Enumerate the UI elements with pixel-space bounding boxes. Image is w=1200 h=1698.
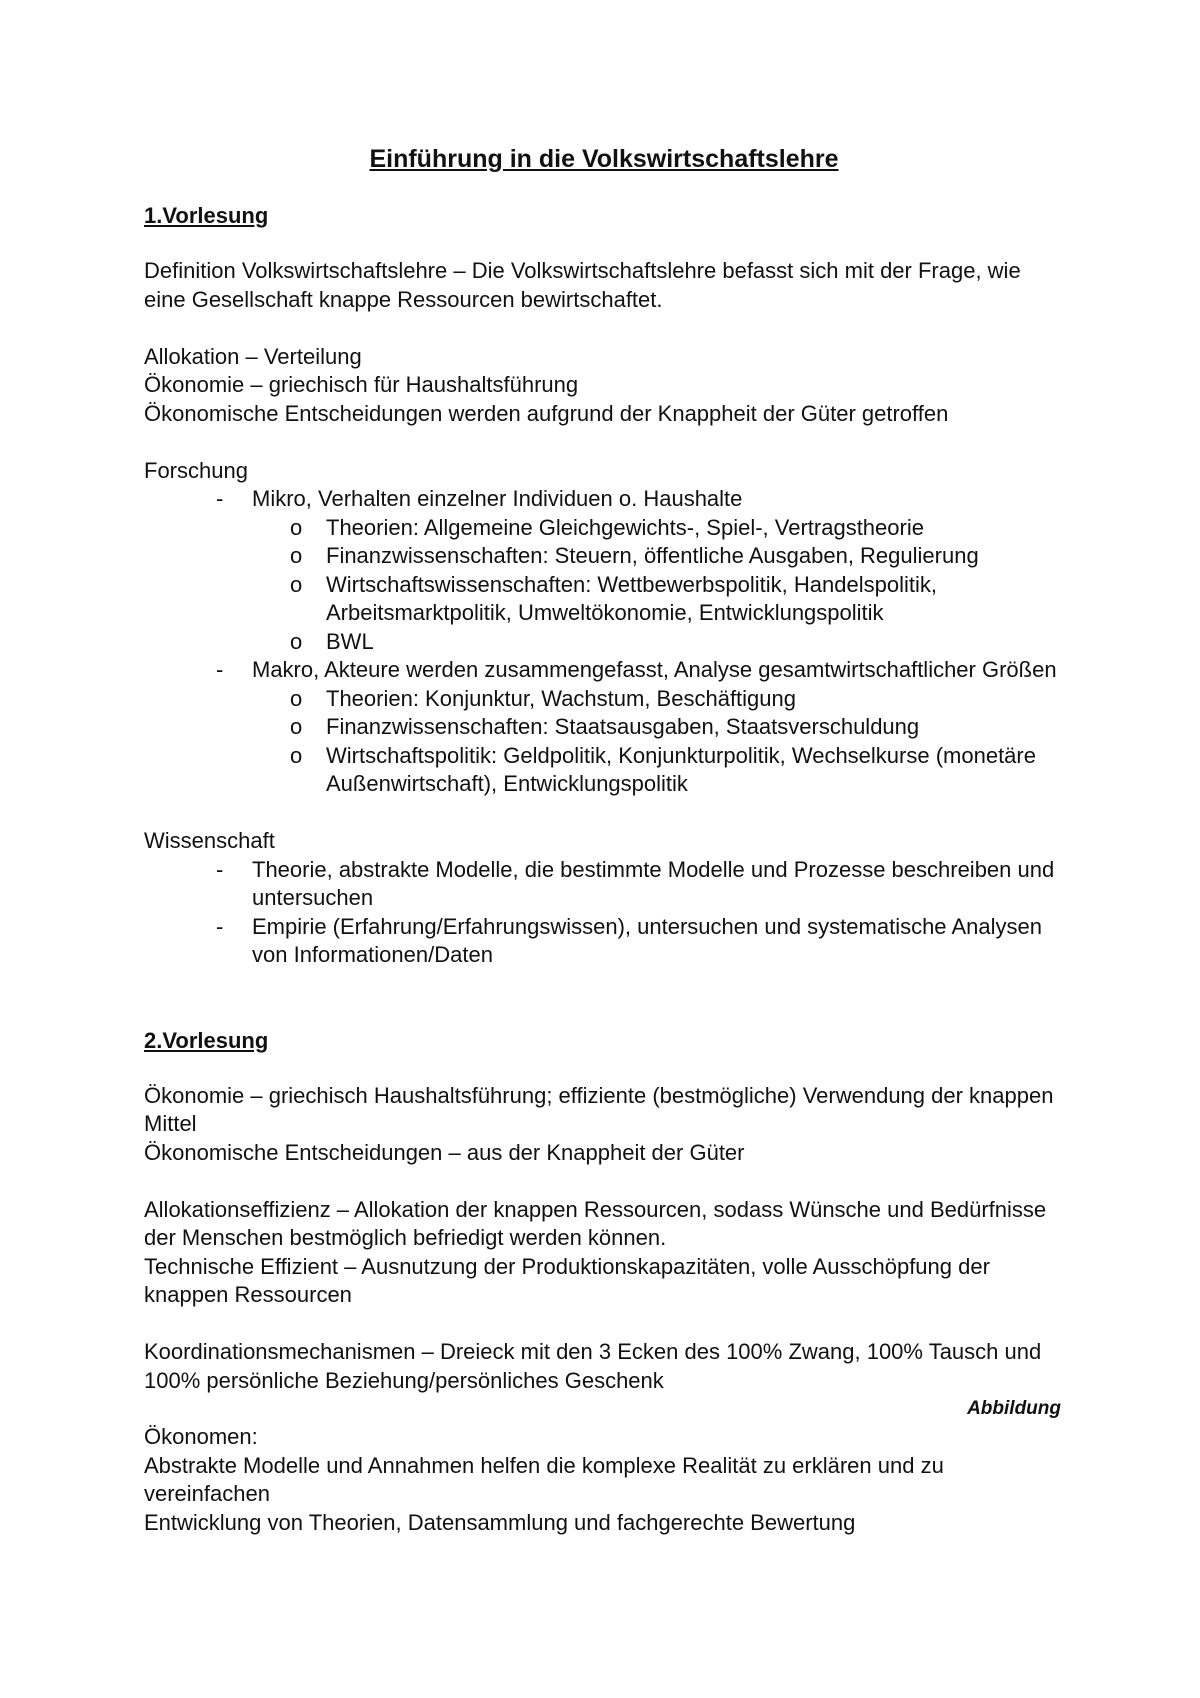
makro-sublist: [252, 685, 1064, 799]
text-paragraph: Koordinationsmechanismen – Dreieck mit den 3 Ecken des 100% Zwang, 100% Tausch und 100% persönliche Beziehung/persönliches Geschenk: [144, 1339, 1042, 1393]
sub-list-item-text: Finanzwissenschaften: Staatsausgaben, Staatsverschuldung: [326, 714, 920, 739]
circle-bullet: o: [290, 514, 303, 540]
list-item-text: Theorie, abstrakte Modelle, die bestimmte Modelle und Prozesse beschreiben und untersuchen: [252, 856, 1055, 910]
circle-bullet: o: [290, 742, 303, 768]
mikro-sublist: [252, 514, 1064, 657]
document-body: [144, 143, 1064, 1537]
list-item: [144, 913, 1064, 970]
wissenschaft-list: [144, 856, 1064, 970]
section-heading-1: 1.Vorlesung: [144, 203, 269, 228]
dash-bullet: -: [216, 856, 224, 882]
text-paragraph: Ökonomie – griechisch Haushaltsführung; effiziente (bestmögliche) Verwendung der knappen Mittel: [144, 1082, 1054, 1136]
list-item-text: Empirie (Erfahrung/Erfahrungswissen), untersuchen und systematische Analysen von Informationen/Daten: [252, 913, 1042, 967]
sub-list-item: [144, 628, 1064, 657]
figure-label: Abbildung: [967, 1398, 1061, 1419]
text-line: Allokation – Verteilung: [144, 343, 362, 369]
forschung-list: [144, 485, 1064, 799]
sub-list-item-text: Theorien: Konjunktur, Wachstum, Beschäftigung: [326, 685, 796, 711]
sub-list-item: [144, 571, 1064, 628]
circle-bullet: o: [290, 543, 303, 568]
text-paragraph: Technische Effizient – Ausnutzung der Produktionskapazitäten, volle Ausschöpfung der knappen Ressourcen: [144, 1253, 990, 1307]
text-line: Ökonomie – griechisch für Haushaltsführung: [144, 372, 579, 397]
sub-list-item: [144, 713, 1064, 742]
list-item: [144, 856, 1064, 913]
sub-list-item-text: Finanzwissenschaften: Steuern, öffentliche Ausgaben, Regulierung: [326, 543, 979, 568]
dash-bullet: -: [216, 486, 224, 511]
circle-bullet: o: [290, 685, 303, 711]
list-item-text: Mikro, Verhalten einzelner Individuen o. Haushalte: [252, 486, 743, 511]
text-paragraph: Abstrakte Modelle und Annahmen helfen die komplexe Realität zu erklären und zu vereinfachen: [144, 1452, 944, 1506]
sub-list-item-text: Wirtschaftswissenschaften: Wettbewerbspolitik, Handelspolitik, Arbeitsmarktpolitik, Umweltökonomie, Entwicklungspolitik: [326, 571, 937, 625]
list-item: [144, 485, 1064, 656]
definition-paragraph: Definition Volkswirtschaftslehre – Die Volkswirtschaftslehre befasst sich mit der Frage, wie eine Gesellschaft knappe Ressourcen bewirtschaftet.: [144, 258, 1021, 312]
dash-bullet: -: [216, 657, 224, 682]
text-line: Ökonomen:: [144, 1424, 258, 1449]
section-heading-2: 2.Vorlesung: [144, 1027, 269, 1053]
list-item-text: Makro, Akteure werden zusammengefasst, Analyse gesamtwirtschaftlicher Größen: [252, 657, 1057, 682]
circle-bullet: o: [290, 628, 303, 654]
circle-bullet: o: [290, 571, 303, 597]
document-title: Einführung in die Volkswirtschaftslehre: [369, 145, 839, 173]
sub-list-item-text: Theorien: Allgemeine Gleichgewichts-, Spiel-, Vertragstheorie: [326, 514, 924, 540]
sub-list-item: [144, 742, 1064, 799]
text-line: Entwicklung von Theorien, Datensammlung und fachgerechte Bewertung: [144, 1509, 856, 1535]
sub-list-item: [144, 685, 1064, 714]
sub-list-item-text: Wirtschaftspolitik: Geldpolitik, Konjunkturpolitik, Wechselkurse (monetäre Außenwirtschaft), Entwicklungspolitik: [326, 742, 1036, 796]
dash-bullet: -: [216, 913, 224, 939]
sub-list-item-text: BWL: [326, 628, 374, 654]
forschung-label: Forschung: [144, 457, 248, 483]
sub-list-item: [144, 542, 1064, 571]
wissenschaft-label: Wissenschaft: [144, 828, 275, 853]
list-item: [144, 656, 1064, 799]
sub-list-item: [144, 514, 1064, 543]
text-paragraph: Allokationseffizienz – Allokation der knappen Ressourcen, sodass Wünsche und Bedürfnisse der Menschen bestmöglich befriedigt werden können.: [144, 1196, 1047, 1250]
circle-bullet: o: [290, 714, 303, 739]
text-line: Ökonomische Entscheidungen werden aufgrund der Knappheit der Güter getroffen: [144, 400, 949, 426]
text-line: Ökonomische Entscheidungen – aus der Knappheit der Güter: [144, 1139, 745, 1165]
